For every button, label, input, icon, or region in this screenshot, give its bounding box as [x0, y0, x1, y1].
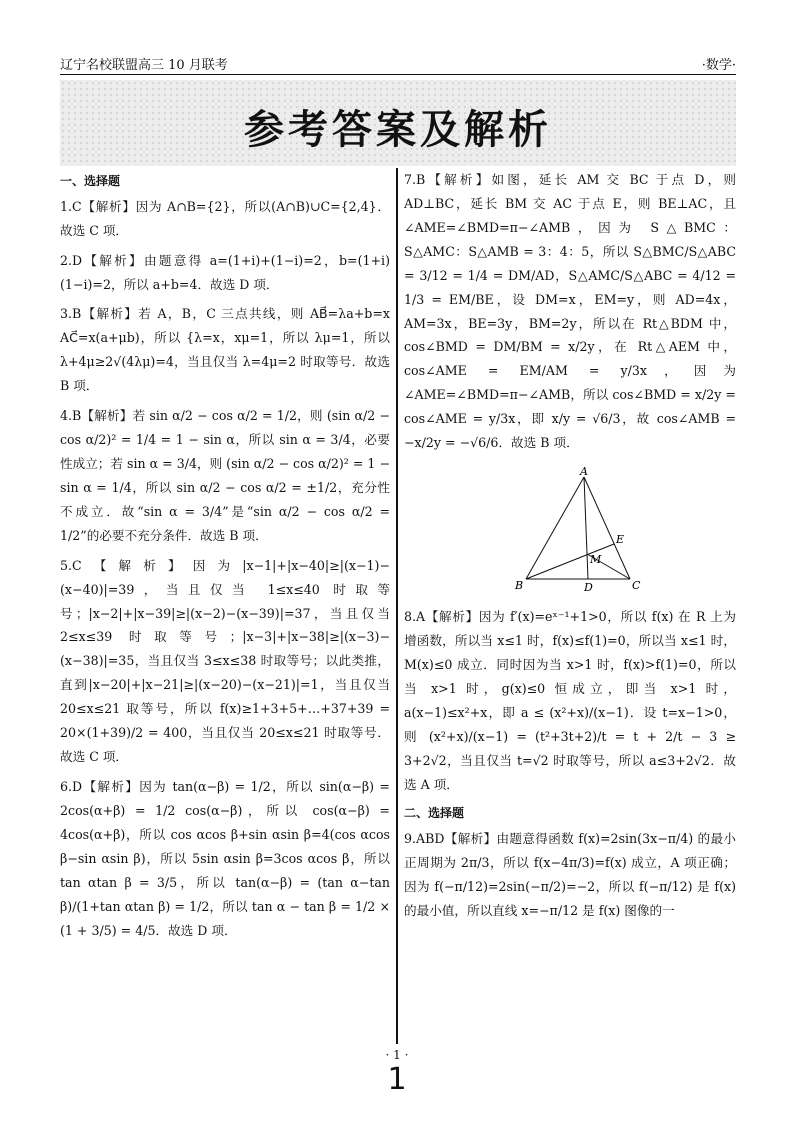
page-number-large: 1: [387, 1062, 407, 1097]
header-subject: ·数学·: [701, 58, 736, 73]
edge-ab: [526, 477, 584, 579]
section-heading-multi: 二、选择题: [404, 806, 465, 821]
segment-ad: [584, 477, 588, 579]
answer-9: 9.ABD【解析】由题意得函数 f(x)=2sin(3x−π/4) 的最小正周期为 2π/3，所以 f(x−4π/3)=f(x) 成立，A 项正确；因为 f(−π/12)=2sin(−π/2)=−2，所以 f(−π/12) 是 f(x) 的最小值，所以直线 x=−π/12 是 f(x) 图像的一: [404, 831, 736, 918]
answer-3: 3.B【解析】若 A，B，C 三点共线，则 AB⃗=λa+b=x AC⃗=x(a+μb)，所以 {λ=x，xμ=1，所以 λμ=1，所以 λ+4μ≥2√(4λμ)=4，当且仅当 λ=4μ=2 时取等号．故选 B 项．: [60, 306, 390, 394]
answer-1: 1.C【解析】因为 A∩B={2}，所以(A∩B)∪C={2,4}．故选 C 项．: [60, 198, 390, 238]
answer-7: 7.B【解析】如图，延长 AM 交 BC 于点 D，则 AD⊥BC，延长 BM 交 AC 于点 E，则 BE⊥AC，且∠AME=∠BMD=π−∠AMB，因为 S△BMC：S△AMC：S△AMB = 3：4：5，所以 S△BMC/S△ABC = 3/12 = 1/4 = DM/AD，S△AMC/S△ABC = 4/12 = 1/3 = EM/BE，设 DM=x，EM=y，则 AD=4x，AM=3x，BE=3y，BM=2y，所以在 Rt△BDM 中，cos∠BMD = DM/BM = x/2y，在 Rt△AEM 中，cos∠AME = EM/AM = y/3x，因为∠AME=∠BMD=π−∠AMB，所以 cos∠BMD = x/2y = cos∠AME = y/3x，即 x/y = √6/3，故 cos∠AMB = −x/2y = −√6/6．故选 B 项．: [404, 172, 736, 451]
answer-8: 8.A【解析】因为 f′(x)=eˣ⁻¹+1>0，所以 f(x) 在 R 上为增函数，所以当 x≤1 时，f(x)≤f(1)=0，所以当 x≤1 时，M(x)≤0 成立．同时因为当 x>1 时，f(x)>f(1)=0，所以当 x>1 时，g(x)≤0 恒成立，即当 x>1 时，a(x−1)≤x²+x，即 a ≤ (x²+x)/(x−1)．设 t=x−1>0，则 (x²+x)/(x−1) = (t²+3t+2)/t = t + 2/t − 3 ≥ 3+2√2，当且仅当 t=√2 时取等号，所以 a≤3+2√2．故选 A 项．: [404, 609, 736, 792]
answer-6: 6.D【解析】因为 tan(α−β) = 1/2，所以 sin(α−β) = 2cos(α+β) = 1/2 cos(α−β)，所以 cos(α−β) = 4cos(α+β)，所以 cos αcos β+sin αsin β=4(cos αcos β−sin αsin β)，所以 5sin αsin β=3cos αcos β，所以 tan αtan β = 3/5，所以 tan(α−β) = (tan α−tan β)/(1+tan αtan β) = 1/2，所以 tan α − tan β = 1/2 × (1 + 3/5) = 4/5．故选 D 项．: [60, 779, 390, 938]
title-banner: [60, 80, 736, 166]
left-column: [60, 168, 390, 948]
right-column: [404, 168, 736, 929]
page-title: 参考答案及解析: [244, 107, 552, 153]
column-divider: [396, 168, 398, 1044]
triangle-figure: [512, 467, 642, 597]
label-b: B: [515, 579, 524, 593]
label-d: D: [584, 581, 593, 595]
answer-2: 2.D【解析】由题意得 a=(1+i)+(1−i)=2，b=(1+i)(1−i)=2，所以 a+b=4．故选 D 项．: [60, 252, 390, 292]
label-a: A: [580, 467, 588, 479]
running-header: [60, 52, 736, 75]
header-exam-name: 辽宁名校联盟高三 10 月联考: [60, 58, 228, 73]
page-number: · 1 ·: [385, 1048, 409, 1062]
label-c: C: [632, 579, 641, 593]
section-heading-single: 一、选择题: [60, 174, 121, 188]
label-e: E: [616, 533, 625, 547]
answer-5: 5.C【解析】因为|x−1|+|x−40|≥|(x−1)−(x−40)|=39，当且仅当 1≤x≤40 时取等号；|x−2|+|x−39|≥|(x−2)−(x−39)|=37，当且仅当 2≤x≤39 时取等号；|x−3|+|x−38|≥|(x−3)−(x−38)|=35，当且仅当 3≤x≤38 时取等号；以此类推，直到|x−20|+|x−21|≥|(x−20)−(x−21)|=1，当且仅当 20≤x≤21 取等号，所以 f(x)≥1+3+5+…+37+39 = 20×(1+39)/2 = 400，当且仅当 20≤x≤21 时取等号．故选 C 项．: [60, 557, 390, 765]
answer-4: 4.B【解析】若 sin α/2 − cos α/2 = 1/2，则 (sin α/2 − cos α/2)² = 1/4 = 1 − sin α，所以 sin α = 3/4，必要性成立；若 sin α = 3/4，则 (sin α/2 − cos α/2)² = 1 − sin α = 1/4，所以 sin α/2 − cos α/2 = ±1/2，充分性不成立．故“sin α = 3/4”是“sin α/2 − cos α/2 = 1/2”的必要不充分条件．故选 B 项．: [60, 408, 390, 543]
label-m: M: [590, 553, 602, 567]
